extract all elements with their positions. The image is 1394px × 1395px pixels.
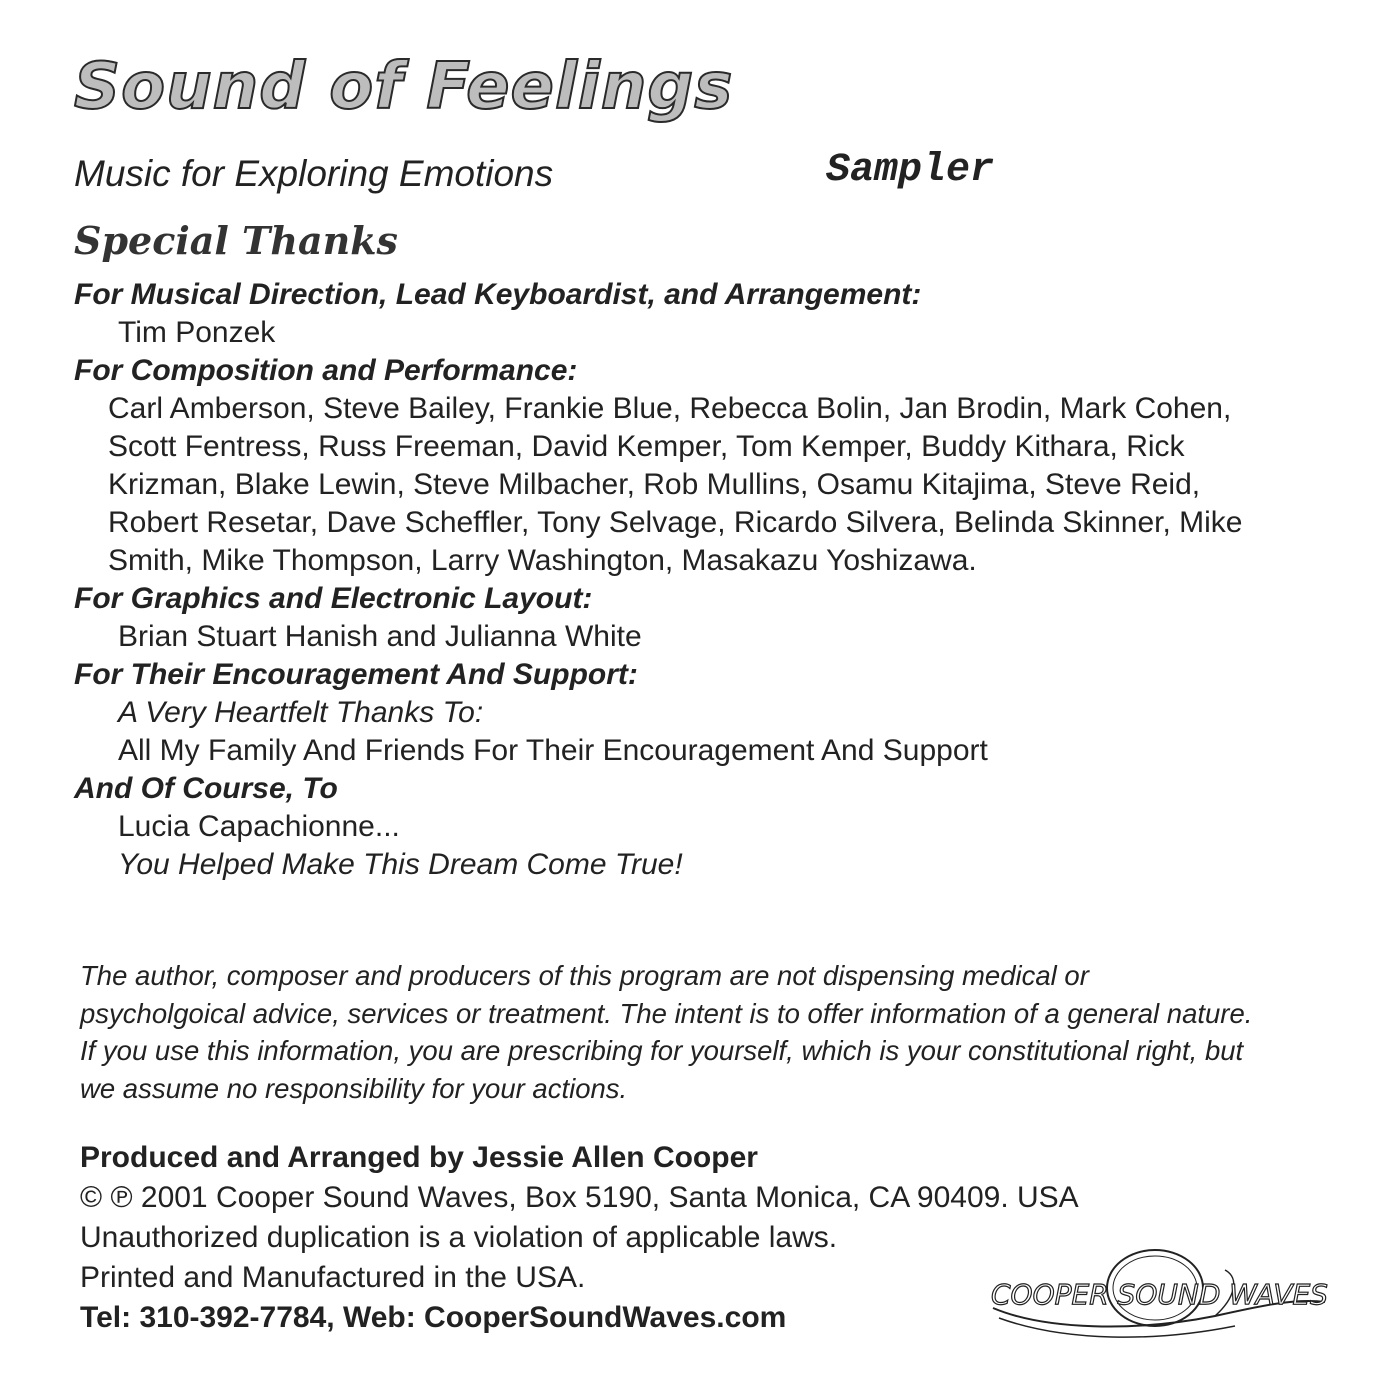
disclaimer-text: The author, composer and producers of this program are not dispensing medical or psycholgoical advice, services or treatment. The intent is to offer information of a general nature. If you use this information, you are prescribing for yourself, which is your constitutional right, but we assume no responsibility for your actions. [80, 960, 1253, 1104]
credit-note: You Helped Make This Dream Come True! [118, 848, 683, 881]
credit-category: For Composition and Performance: [74, 354, 578, 387]
producer-credit: Produced and Arranged by Jessie Allen Cooper [80, 1141, 758, 1174]
credit-category: For Their Encouragement And Support: [74, 658, 638, 691]
cooper-sound-waves-logo [985, 1238, 1335, 1353]
edition-label: Sampler [826, 148, 995, 193]
logo-text: COOPER SOUND WAVES [991, 1278, 1328, 1311]
credit-name: Tim Ponzek [118, 316, 276, 349]
album-title: Sound of Feelings [74, 50, 734, 124]
credit-name: All My Family And Friends For Their Encouragement And Support [118, 734, 988, 767]
logo-graphic [985, 1238, 1335, 1348]
duplication-warning: Unauthorized duplication is a violation of applicable laws. [80, 1221, 838, 1254]
credit-category: For Graphics and Electronic Layout: [74, 582, 593, 615]
contact-info: Tel: 310-392-7784, Web: CooperSoundWaves.com [80, 1301, 787, 1334]
copyright-notice: © ℗ 2001 Cooper Sound Waves, Box 5190, Santa Monica, CA 90409. USA [80, 1181, 1079, 1214]
credit-note: A Very Heartfelt Thanks To: [118, 696, 484, 729]
credit-name: Brian Stuart Hanish and Julianna White [118, 620, 642, 653]
manufacturing-note: Printed and Manufactured in the USA. [80, 1261, 586, 1294]
credit-name: Lucia Capachionne... [118, 810, 400, 843]
credit-name-list: Carl Amberson, Steve Bailey, Frankie Blue, Rebecca Bolin, Jan Brodin, Mark Cohen, Scott Fentress, Russ Freeman, David Kemper, Tom Kemper, Buddy Kithara, Rick Krizman, Blake Lewin, Steve Milbacher, Rob Mullins, Osamu Kitajima, Steve Reid, Robert Resetar, Dave Scheffler, Tony Selvage, Ricardo Silvera, Belinda Skinner, Mike Smith, Mike Thompson, Larry Washington, Masakazu Yoshizawa. [108, 392, 1243, 577]
special-thanks-heading: Special Thanks [74, 218, 398, 263]
credit-category: For Musical Direction, Lead Keyboardist, and Arrangement: [74, 278, 922, 311]
album-subtitle: Music for Exploring Emotions [74, 153, 554, 194]
credits-list [74, 276, 1284, 884]
credit-category: And Of Course, To [74, 772, 338, 805]
